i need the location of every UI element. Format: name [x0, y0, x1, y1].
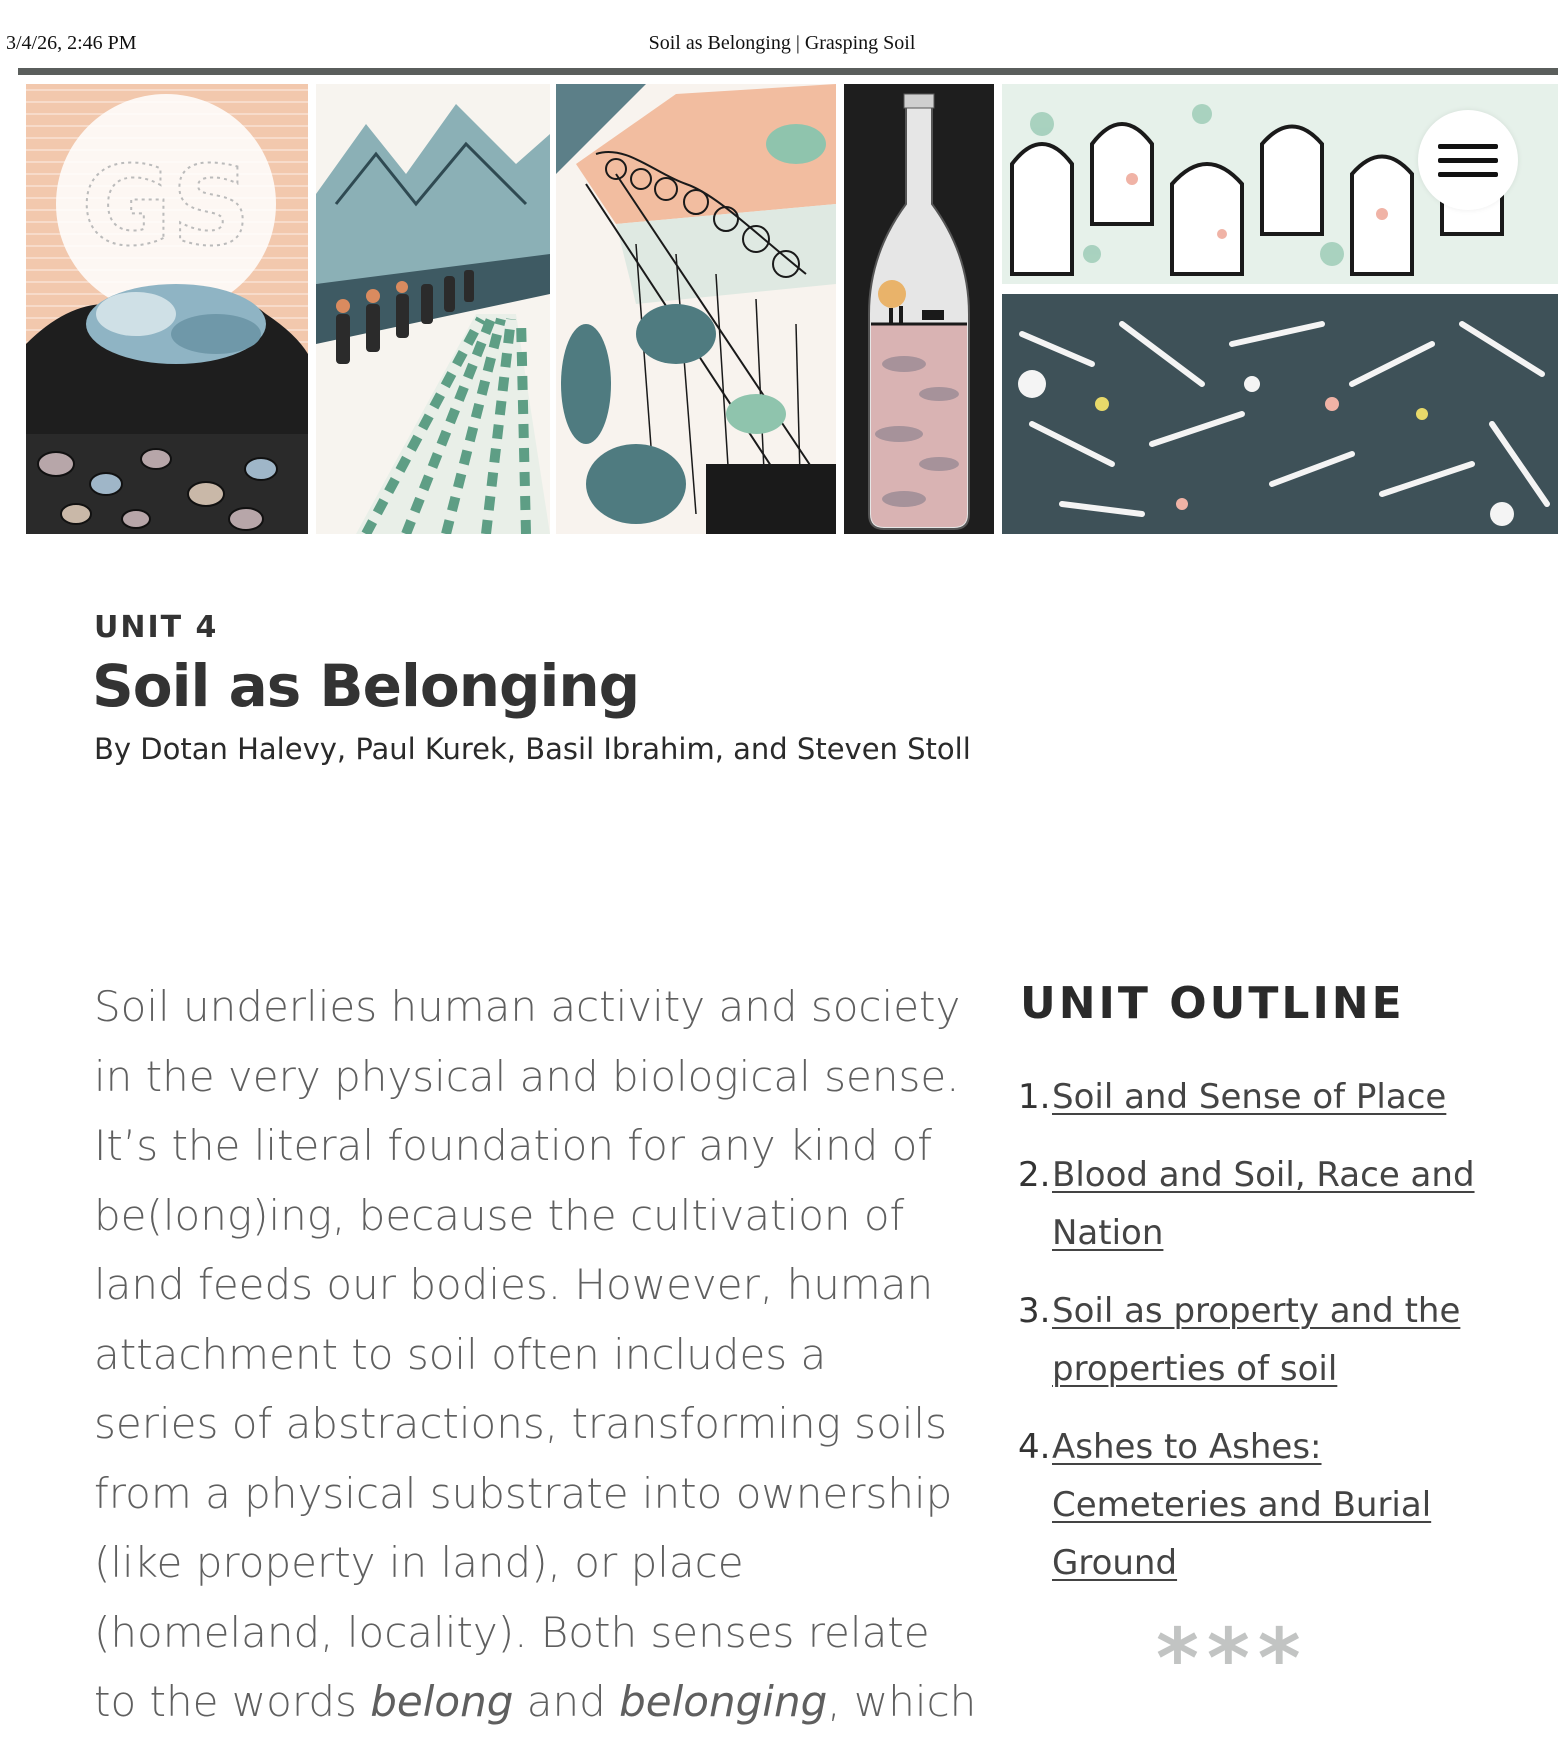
print-date: 3/4/26, 2:46 PM: [6, 32, 137, 54]
hero-banner: [26, 84, 1558, 534]
body-line: series of abstractions, transforming soils: [94, 1399, 947, 1448]
emphasis-belong: belong: [370, 1677, 514, 1726]
hamburger-menu-icon-bar: [1438, 158, 1498, 163]
body-line: Soil underlies human activity and society: [94, 982, 961, 1031]
emphasis-belonging: belonging: [619, 1677, 828, 1726]
outline-link-ashes-to-ashes[interactable]: Ashes to Ashes: Cemeteries and Burial Ground: [1052, 1427, 1432, 1583]
header-rule: [18, 68, 1558, 75]
outline-number: 4.: [1018, 1427, 1051, 1467]
outline-item: [1018, 1282, 1498, 1398]
body-line: from a physical substrate into ownership: [94, 1468, 953, 1518]
outline-item: [1018, 1146, 1498, 1262]
body-line: (homeland, locality). Both senses relate: [94, 1607, 930, 1657]
outline-item: [1018, 1418, 1498, 1592]
body-line: in the very physical and biological sense.: [94, 1051, 960, 1101]
outline-number: 1.: [1018, 1077, 1051, 1117]
page-title: Soil as Belonging: [92, 652, 640, 720]
body-line: land feeds our bodies. However, human: [94, 1260, 934, 1309]
body-text-segment: and: [513, 1677, 620, 1726]
outline-link-soil-as-property[interactable]: Soil as property and the properties of soil: [1052, 1291, 1461, 1389]
hamburger-menu-icon-bar: [1438, 172, 1498, 177]
body-line: (like property in land), or place: [94, 1538, 744, 1587]
unit-label: UNIT 4: [94, 610, 219, 645]
hikers-on-road-illustration: [316, 84, 550, 534]
print-header: [6, 32, 1558, 60]
outline-number: 3.: [1018, 1291, 1051, 1331]
body-line: attachment to soil often includes a: [94, 1329, 827, 1379]
outline-link-soil-and-sense-of-place[interactable]: Soil and Sense of Place: [1052, 1077, 1447, 1117]
outline-link-blood-and-soil[interactable]: Blood and Soil, Race and Nation: [1052, 1155, 1475, 1253]
logo-letters: GS: [81, 142, 251, 270]
body-text-segment: to the words: [94, 1677, 371, 1726]
body-text-segment: , which: [827, 1677, 977, 1726]
body-line: It’s the literal foundation for any kind of: [94, 1121, 933, 1170]
outline-number: 2.: [1018, 1155, 1051, 1195]
section-separator: ***: [1156, 1612, 1309, 1707]
hands-holding-soil-illustration: [26, 84, 308, 534]
unit-outline-list: [1018, 1068, 1498, 1612]
hamburger-menu-button[interactable]: [1418, 110, 1518, 210]
print-page-title: Soil as Belonging | Grasping Soil: [648, 32, 916, 54]
border-fence-illustration: [556, 84, 836, 534]
byline: By Dotan Halevy, Paul Kurek, Basil Ibrahim, and Steven Stoll: [94, 732, 971, 766]
body-line: [94, 1667, 977, 1737]
outline-item: [1018, 1068, 1498, 1126]
article-body: [94, 972, 977, 1737]
soil-bottle-illustration: [844, 84, 994, 534]
body-line: be(long)ing, because the cultivation of: [94, 1190, 905, 1240]
unit-outline-heading: UNIT OUTLINE: [1020, 978, 1405, 1029]
hamburger-menu-icon: [1438, 144, 1498, 149]
